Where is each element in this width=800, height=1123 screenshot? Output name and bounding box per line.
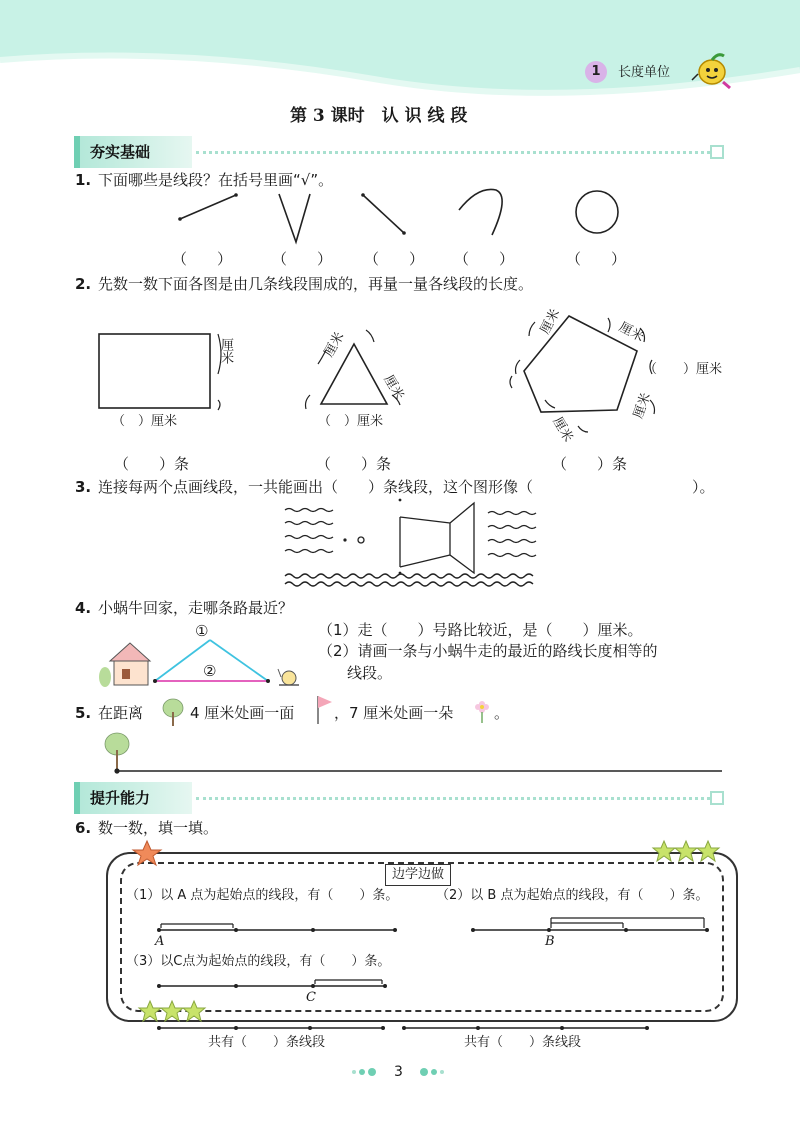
q1-bracket-2[interactable]: （ ） <box>272 250 333 268</box>
q5-number: 5. <box>75 704 92 722</box>
unit-number-badge: 1 <box>585 61 607 83</box>
q2-count-1[interactable]: （ ）条 <box>114 455 190 473</box>
q5-text-c: ，7 厘米处画一朵 <box>334 704 454 722</box>
q2-tri-right-unit: 厘米 <box>380 372 407 403</box>
q6-label-a: A <box>155 934 165 949</box>
q1-number: 1. <box>75 171 92 189</box>
q2-count-2[interactable]: （ ）条 <box>316 455 392 473</box>
q4-number: 4. <box>75 599 92 617</box>
q1-bracket-1[interactable]: （ ） <box>172 250 233 268</box>
q6-count-lines <box>0 1020 800 1040</box>
q6-line-c <box>0 972 800 1002</box>
flower-icon <box>471 696 493 724</box>
q4-route-2-label: ② <box>203 662 217 680</box>
q6-number: 6. <box>75 819 92 837</box>
lesson-title: 第 3 课时 认 识 线 段 <box>290 106 468 126</box>
q1-bracket-5[interactable]: （ ） <box>566 250 627 268</box>
q3-figure <box>0 495 800 595</box>
q2-pent-unit-3: 厘米 <box>631 391 655 421</box>
mascot-icon <box>690 52 740 92</box>
q6-total-1[interactable]: 共有（ ）条线段 <box>208 1035 326 1050</box>
house-icon <box>99 643 150 687</box>
q2-tri-left-unit: 厘米 <box>321 329 348 360</box>
q2-pent-unit-1: 厘米 <box>537 306 564 337</box>
q6-total-2[interactable]: 共有（ ）条线段 <box>464 1035 582 1050</box>
snail-icon <box>278 669 299 685</box>
q4-sub2a: （2）请画一条与小蜗牛走的最近的路线长度相等的 <box>318 642 658 660</box>
flag-icon <box>316 694 336 724</box>
q1-bracket-4[interactable]: （ ） <box>454 250 515 268</box>
q5-text-a: 在距离 <box>98 704 144 722</box>
section-divider-2 <box>196 797 710 800</box>
star-icon <box>132 840 162 866</box>
q6-sub3: （3）以C点为起始点的线段，有（ ）条。 <box>126 954 391 969</box>
q6-label-c: C <box>306 990 316 1005</box>
q6-box-title: 边学边做 <box>385 864 451 886</box>
q2-pent-blank-right[interactable]: （ ）厘米 <box>644 362 723 377</box>
q6-sub2: （2）以 B 点为起始点的线段，有（ ）条。 <box>436 888 709 903</box>
q2-count-3[interactable]: （ ）条 <box>552 455 628 473</box>
q5-text-b: 4 厘米处画一面 <box>190 704 295 722</box>
q3-number: 3. <box>75 478 92 496</box>
q3-text-a: 连接每两个点画线段，一共能画出（ ）条线段，这个图形像（ <box>98 478 534 496</box>
section-title-advanced: 提升能力 <box>74 782 192 814</box>
q6-text: 数一数，填一填。 <box>98 819 219 837</box>
section-title-basics: 夯实基础 <box>74 136 192 168</box>
q2-pent-unit-4: 厘米 <box>549 414 576 445</box>
page-number: 3 <box>394 1064 403 1080</box>
stars-top-right-icon <box>652 840 722 866</box>
q2-tri-bottom-blank[interactable]: （ ）厘米 <box>318 414 384 429</box>
q2-number: 2. <box>75 275 92 293</box>
q4-route-1-label: ① <box>195 622 209 640</box>
q2-pent-unit-2: 厘米 <box>616 319 647 346</box>
section-divider-end <box>710 145 724 159</box>
tree-icon <box>160 698 186 726</box>
header-band <box>0 0 800 110</box>
unit-title: 长度单位 <box>618 65 671 80</box>
q6-label-b: B <box>545 934 555 949</box>
section-divider <box>196 151 710 154</box>
q5-drawing-line <box>0 730 800 780</box>
q1-figures <box>0 180 800 260</box>
q6-sub1: （1）以 A 点为起始点的线段，有（ ）条。 <box>126 888 399 903</box>
q4-sub2b: 线段。 <box>347 664 393 682</box>
q6-line-b <box>0 906 800 946</box>
q4-sub1: （1）走（ ）号路比较近，是（ ）厘米。 <box>318 621 643 639</box>
q5-text-d: 。 <box>494 704 510 722</box>
q1-text: 下面哪些是线段？在括号里画“√”。 <box>98 171 334 189</box>
q3-text-b: ）。 <box>692 478 715 496</box>
q2-rect-side-blank[interactable]: （ ）厘米 <box>112 414 178 429</box>
section-divider-2-end <box>710 791 724 805</box>
q4-text: 小蜗牛回家，走哪条路最近？ <box>98 599 294 617</box>
q1-bracket-3[interactable]: （ ） <box>364 250 425 268</box>
q2-rect-right-unit: 厘米 <box>218 338 233 364</box>
q2-text: 先数一数下面各图是由几条线段围成的，再量一量各线段的长度。 <box>98 275 534 293</box>
